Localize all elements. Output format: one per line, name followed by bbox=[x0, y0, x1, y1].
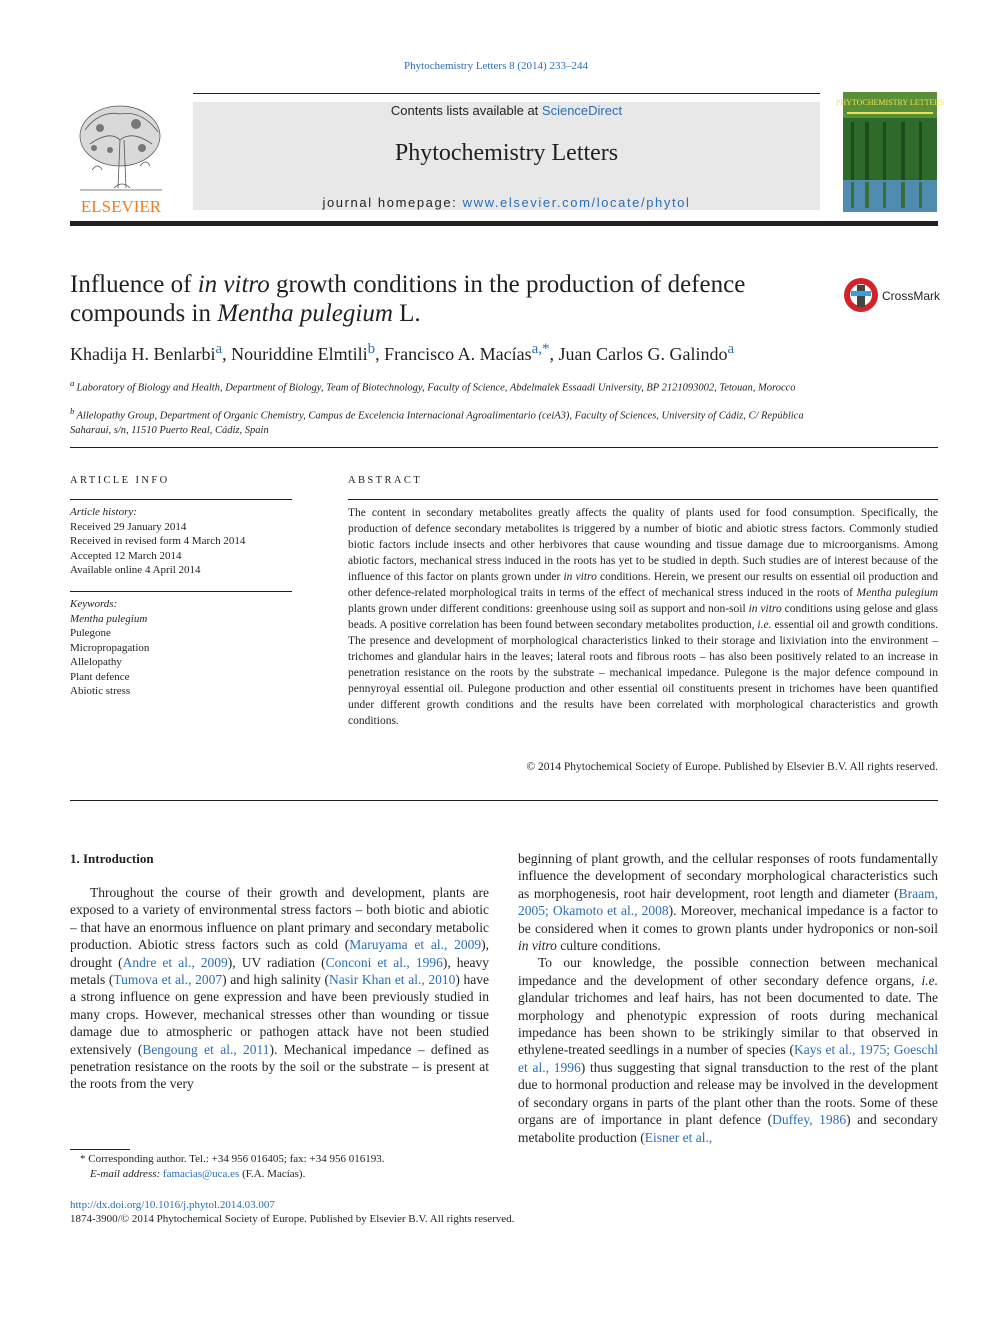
article-info-heading: ARTICLE INFO bbox=[70, 475, 170, 486]
email-link[interactable]: famacias@uca.es bbox=[162, 1168, 240, 1180]
article-history bbox=[70, 505, 300, 578]
crossmark-label: CrossMark bbox=[882, 289, 941, 303]
doi-link[interactable]: http://dx.doi.org/10.1016/j.phytol.2014.03.007 bbox=[70, 1199, 275, 1211]
keyword-item: Pulegone bbox=[70, 627, 111, 639]
affiliation-marker: b bbox=[70, 406, 75, 416]
body-italic: in vitro bbox=[518, 938, 557, 954]
masthead-thick-rule bbox=[70, 221, 938, 226]
title-part-2: in vitro bbox=[197, 271, 270, 298]
abstract-body bbox=[348, 505, 938, 729]
keyword-item: Mentha pulegium bbox=[70, 612, 148, 625]
journal-title: Phytochemistry Letters bbox=[394, 140, 619, 166]
body-text: ). Moreover, mechanical impedance is a factor to be considered when it comes to grown plants under hydroponics or non-soil bbox=[518, 903, 939, 936]
keyword-item: Allelopathy bbox=[70, 656, 122, 668]
crossmark-badge[interactable] bbox=[843, 275, 943, 315]
elsevier-tree-icon bbox=[70, 100, 172, 216]
abstract-text: plants grown under different conditions: greenhouse using soil as support and non-soil bbox=[348, 603, 749, 615]
journal-reference[interactable]: Phytochemistry Letters 8 (2014) 233–244 bbox=[404, 60, 588, 72]
citation-link[interactable]: Nasir Khan et al., 2010 bbox=[329, 972, 456, 988]
issn-copyright: 1874-3900/© 2014 Phytochemical Society of Europe. Published by Elsevier B.V. All rights reserved. bbox=[70, 1213, 515, 1225]
email-label: E-mail address: bbox=[90, 1168, 163, 1180]
affiliation-a bbox=[70, 376, 830, 396]
journal-homepage bbox=[193, 195, 820, 210]
keyword-item: Plant defence bbox=[70, 670, 130, 683]
affiliation-b bbox=[70, 404, 830, 439]
footnote-line bbox=[70, 1152, 510, 1167]
elsevier-logo[interactable] bbox=[70, 100, 172, 216]
journal-cover-image bbox=[835, 92, 945, 212]
footnote-email-line bbox=[70, 1167, 510, 1182]
masthead-rule bbox=[193, 93, 820, 94]
title-part-4: Mentha pulegium bbox=[217, 300, 393, 327]
body-column-left bbox=[70, 884, 489, 1093]
info-rule bbox=[70, 591, 292, 592]
history-item: Received 29 January 2014 bbox=[70, 520, 187, 533]
abstract-italic: in vitro bbox=[563, 571, 597, 583]
citation-link[interactable]: Kays et al., 1975; Goeschl et al., 1996 bbox=[518, 1042, 938, 1075]
body-text: ) have a strong influence on gene expression and have been previously studied in many crops. However, mechanical stresses other than wounding or tissue damage due to atmospheric or pathogen attack have not been studied extensively ( bbox=[70, 972, 490, 1057]
homepage-prefix: journal homepage: bbox=[322, 195, 463, 210]
history-item: Available online 4 April 2014 bbox=[70, 564, 201, 576]
author-affil-link[interactable]: a,* bbox=[531, 341, 550, 357]
keywords-label: Keywords: bbox=[70, 598, 118, 610]
contents-availability bbox=[193, 103, 820, 118]
citation-link[interactable]: Duffey, 1986 bbox=[772, 1112, 847, 1128]
citation-link[interactable]: Tumova et al., 2007 bbox=[113, 972, 223, 988]
title-part-5: L. bbox=[392, 300, 421, 327]
author-affil-link[interactable]: b bbox=[367, 341, 376, 357]
body-text: ), UV radiation ( bbox=[227, 954, 326, 970]
citation-link[interactable]: Conconi et al., 1996 bbox=[325, 954, 443, 970]
citation-link[interactable]: Braam, 2005; Okamoto et al., 2008 bbox=[518, 885, 938, 919]
affiliation-marker: a bbox=[70, 378, 75, 388]
footnote-rule bbox=[70, 1149, 130, 1150]
paragraph bbox=[518, 954, 938, 1145]
history-label: Article history: bbox=[70, 506, 137, 518]
abstract-heading: ABSTRACT bbox=[348, 475, 423, 486]
body-text: culture conditions. bbox=[556, 938, 661, 954]
abstract-italic: in vitro bbox=[748, 603, 782, 615]
body-text: ). Mechanical impedance – defined as penetration resistance on the roots by the soil or the substrate – is present at the roots from the very bbox=[70, 1041, 489, 1092]
keyword-item: Micropropagation bbox=[70, 641, 150, 654]
footnote-marker: * bbox=[80, 1153, 86, 1165]
author-affil-link[interactable]: a bbox=[215, 341, 223, 357]
body-italic: i.e. bbox=[921, 972, 938, 988]
body-text: ), drought ( bbox=[70, 937, 489, 970]
citation-link[interactable]: Andre et al., 2009 bbox=[122, 954, 228, 970]
body-text: ), heavy metals ( bbox=[70, 954, 490, 988]
corresponding-author-footnote bbox=[70, 1152, 510, 1182]
cover-title: PHYTOCHEMISTRY LETTERS bbox=[835, 98, 945, 107]
history-item: Accepted 12 March 2014 bbox=[70, 549, 182, 562]
elsevier-wordmark: ELSEVIER bbox=[80, 197, 162, 216]
body-text: beginning of plant growth, and the cellular responses of roots fundamentally influence the development of secondary morphological characteristics such as morphogenesis, root hair development, root length and diameter ( bbox=[518, 851, 938, 901]
author-name: Khadija H. Benlarbi bbox=[70, 344, 216, 364]
homepage-link[interactable]: www.elsevier.com/locate/phytol bbox=[462, 195, 691, 210]
abstract-italic: i.e. bbox=[757, 619, 772, 631]
citation-link[interactable]: Eisner et al., bbox=[644, 1129, 713, 1145]
abstract-text: essential oil and growth conditions. The presence and development of morphological characteristics linked to their storage and lixiviation into the environment – trichomes and glandular hairs in the leaves; lateral roots and fibrous roots – has also been positively related to an increase in penetration resistance on the roots by the substrate – mechanical impedance. Pulegone is the major defence compound in pennyroyal essential oil. Pulegone production and other essential oil constituents present in trichomes have been quantified under different growth conditions and the results have been correlated with morphological characteristics and growth conditions. bbox=[348, 619, 939, 727]
body-text: ) and secondary metabolite production ( bbox=[518, 1112, 938, 1145]
history-item: Received in revised form 4 March 2014 bbox=[70, 535, 246, 547]
body-text: glandular trichomes and leaf hairs, has not been documented to date. The morphology and phenotypic expression of roots during mechanical impedance has been shown to be strikingly similar to that observed in ethylene-treated seedlings in a number of species ( bbox=[518, 990, 938, 1058]
crossmark-icon bbox=[843, 275, 943, 315]
email-suffix: (F.A. Macías). bbox=[239, 1168, 306, 1180]
body-column-right bbox=[518, 850, 938, 1146]
section-divider bbox=[70, 800, 938, 801]
author-name: Francisco A. Macías bbox=[384, 344, 532, 364]
keywords-list bbox=[70, 597, 300, 699]
body-text: Throughout the course of their growth and development, plants are exposed to a variety of environmental stress factors – both biotic and abiotic – that have an enormous influence on plant primary and secondary metabolic production. Abiotic stress factors such as cold ( bbox=[70, 885, 489, 953]
body-text: ) thus suggesting that signal transduction to the rest of the plant due to hormonal production and release may be involved in the development of secondary organs in parts of the plant other than the roots. Some of these organs are of importance in plant defence ( bbox=[518, 1059, 938, 1128]
title-part-3: growth conditions in the production of defence compounds in bbox=[70, 271, 746, 327]
body-text: ) and high salinity ( bbox=[222, 972, 330, 988]
abstract-text: The content in secondary metabolites greatly affects the quality of plants used for food consumption. Specifically, the production of defence secondary metabolites is triggered by a number of biotic and abiotic stress factors. Commonly studied biotic factors include insects and other herbivores that cause wounding and tissue damage due to microorganisms. Among abiotic factors, mechanical stress induced in the roots has yet to be studied in depth. Such studies are of interest because of the influence of this factor on plants grown under bbox=[348, 507, 938, 583]
introduction-heading: 1. Introduction bbox=[70, 851, 154, 866]
author-name: Nouriddine Elmtili bbox=[231, 344, 368, 364]
sciencedirect-link[interactable]: ScienceDirect bbox=[541, 103, 623, 118]
contents-prefix: Contents lists available at bbox=[390, 103, 542, 118]
author-name: Juan Carlos G. Galindo bbox=[558, 344, 728, 364]
abstract-text: conditions using gelose and glass beads. A positive correlation has been found between secondary metabolites production, bbox=[348, 603, 938, 631]
section-divider bbox=[70, 447, 938, 448]
affiliation-text: Allelopathy Group, Department of Organic Chemistry, Campus de Excelencia Internacional Agroalimentario (ceiA3), Faculty of Sciences, University of Cádiz, C/ República Saharaui, s/n, 11510 Puerto Real, Cádiz, Spain bbox=[70, 410, 804, 436]
author-list: Khadija H. Benlarbi$^a$, Nouriddine Elmtili$^b$, Francisco A. Macías$^{a,*}$, Juan Carlos G. Galindo$^a$ bbox=[70, 341, 735, 364]
abstract-italic: Mentha pulegium bbox=[856, 587, 938, 599]
abstract-rule bbox=[348, 499, 938, 500]
info-rule bbox=[70, 499, 292, 500]
journal-cover-thumbnail[interactable] bbox=[835, 92, 945, 212]
body-text: To our knowledge, the possible connection between mechanical impedance and the development of other secondary defence organs, bbox=[518, 955, 938, 988]
citation-link[interactable]: Bengoung et al., 2011 bbox=[142, 1041, 270, 1057]
abstract-copyright: © 2014 Phytochemical Society of Europe. Published by Elsevier B.V. All rights reserved. bbox=[526, 761, 938, 773]
affiliation-text: Laboratory of Biology and Health, Department of Biology, Team of Biotechnology, Faculty of Science, Abdelmalek Essaadi University, BP 2121093002, Tetouan, Morocco bbox=[76, 382, 796, 394]
article-title bbox=[70, 270, 830, 328]
footnote-text: Corresponding author. Tel.: +34 956 016405; fax: +34 956 016193. bbox=[85, 1153, 385, 1165]
keyword-item: Abiotic stress bbox=[70, 685, 131, 697]
author-affil-link[interactable]: a bbox=[727, 341, 735, 357]
title-part-1: Influence of bbox=[70, 271, 198, 298]
abstract-text: conditions. Herein, we present our results on essential oil production and other defence-related morphological traits in terms of the effect of mechanical stress induced in the roots of bbox=[348, 571, 938, 599]
paragraph bbox=[518, 850, 938, 954]
citation-link[interactable]: Maruyama et al., 2009 bbox=[349, 937, 482, 953]
